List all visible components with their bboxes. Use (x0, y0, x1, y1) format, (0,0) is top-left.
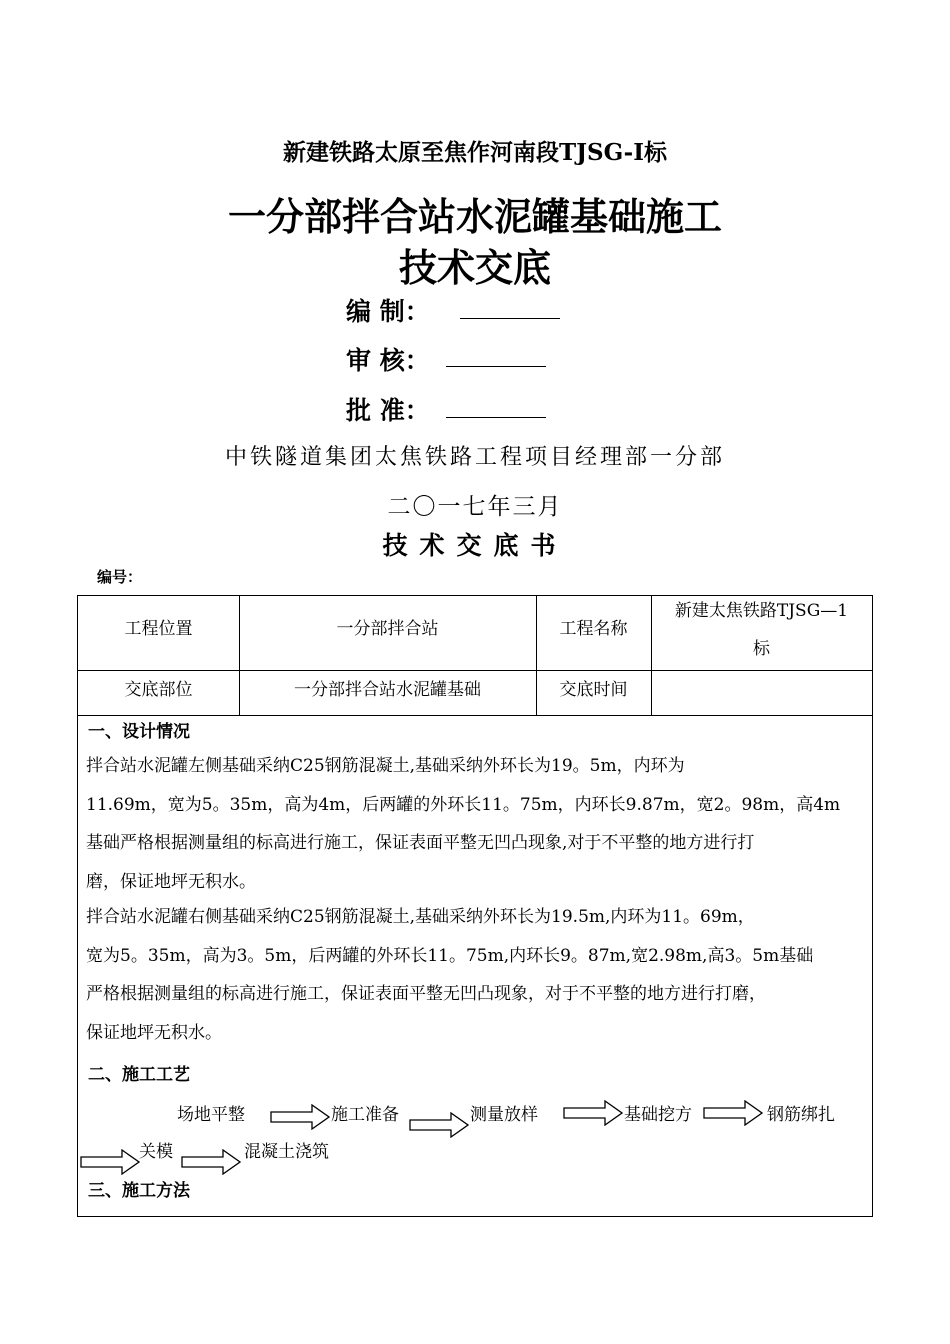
process-arrow-icon (409, 1112, 469, 1138)
paragraph-line: 11.69m，宽为5。35m，高为4m，后两罐的外环长11。75m，内环长9.87m，宽2。98m，高4m (86, 794, 841, 815)
document-number-label: 编号： (97, 568, 143, 586)
cell-name-value (651, 598, 872, 662)
cell-time-label: 交底时间 (559, 680, 628, 700)
disclosure-table (77, 595, 873, 1217)
table-row-divider (78, 670, 872, 671)
organization-name: 中铁隧道集团太焦铁路工程项目经理部一分部 (224, 445, 725, 470)
paragraph-line: 宽为5。35m，高为3。5m，后两罐的外环长11。75m,内环长9。87m,宽2.98m,高3。5m基础 (86, 945, 814, 966)
document-subtitle: 新建铁路太原至焦作河南段TJSG-I标 (283, 139, 667, 166)
document-title-line1: 一分部拌合站水泥罐基础施工 (227, 194, 722, 239)
cell-part-value: 一分部拌合站水泥罐基础 (294, 680, 481, 700)
cell-name-label: 工程名称 (559, 619, 628, 639)
cell-name-value-line1: 新建太焦铁路TJSG—1 (674, 601, 849, 621)
cell-location-value: 一分部拌合站 (336, 619, 439, 639)
table-row-divider (78, 715, 872, 716)
signature-approved-line (446, 417, 546, 418)
process-step-preparation: 施工准备 (331, 1105, 399, 1125)
signature-compiled-line (460, 318, 560, 319)
process-step-survey: 测量放样 (470, 1105, 538, 1125)
section-method-heading: 三、施工方法 (88, 1181, 190, 1201)
document-heading: 技术交底书 (382, 531, 568, 560)
signature-reviewed-line (446, 366, 546, 367)
paragraph-line: 基础严格根据测量组的标高进行施工，保证表面平整无凹凸现象,对于不平整的地方进行打 (86, 833, 755, 853)
paragraph-line: 保证地坪无积水。 (86, 1022, 222, 1043)
signature-compiled-label: 编 制： (346, 297, 430, 326)
section-design-heading: 一、设计情况 (88, 722, 190, 742)
process-step-formwork: 关模 (139, 1142, 173, 1162)
paragraph-line: 拌合站水泥罐左侧基础采纳C25钢筋混凝土,基础采纳外环长为19。5m，内环为 (86, 756, 685, 776)
cell-part-label: 交底部位 (124, 680, 193, 700)
paragraph-line: 拌合站水泥罐右侧基础采纳C25钢筋混凝土,基础采纳外环长为19.5m,内环为11。69m， (86, 907, 755, 927)
section-process-heading: 二、施工工艺 (88, 1065, 190, 1085)
process-step-concrete-pouring: 混凝土浇筑 (244, 1142, 329, 1162)
cell-location-label: 工程位置 (124, 619, 193, 639)
signature-reviewed-label: 审 核： (346, 346, 430, 375)
process-arrow-icon (181, 1149, 241, 1175)
document-title-line2: 技术交底 (398, 245, 551, 290)
paragraph-line: 严格根据测量组的标高进行施工，保证表面平整无凹凸现象，对于不平整的地方进行打磨， (86, 984, 766, 1004)
process-step-excavation: 基础挖方 (624, 1105, 692, 1125)
process-arrow-icon (80, 1149, 140, 1175)
document-date: 二〇一七年三月 (387, 494, 563, 520)
process-arrow-icon (563, 1100, 623, 1126)
process-arrow-icon (270, 1104, 330, 1130)
section-design-paragraph-1 (86, 747, 866, 901)
process-step-rebar-binding: 钢筋绑扎 (767, 1105, 835, 1125)
section-design-paragraph-2 (86, 898, 866, 1052)
paragraph-line: 磨，保证地坪无积水。 (86, 871, 256, 892)
process-arrow-icon (703, 1100, 763, 1126)
signature-approved-label: 批 准： (346, 396, 430, 425)
cell-name-value-line2: 标 (753, 639, 770, 659)
process-step-site-leveling: 场地平整 (177, 1105, 245, 1125)
